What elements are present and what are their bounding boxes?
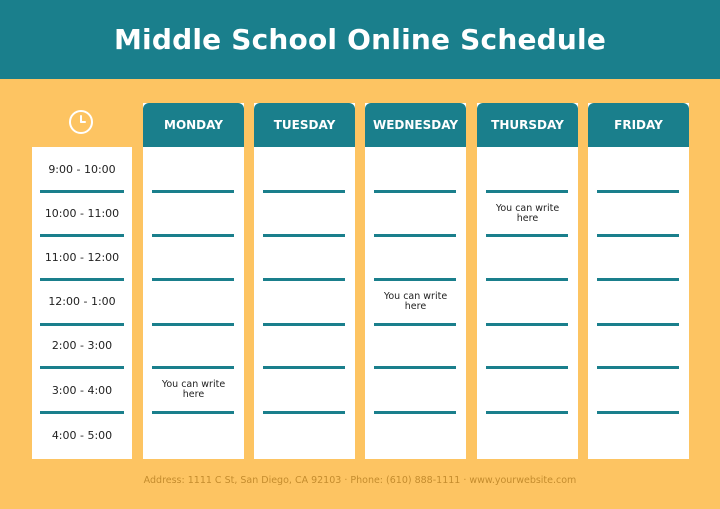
- divider-line: [374, 190, 456, 193]
- divider-line: [597, 323, 679, 326]
- time-slot: [32, 413, 132, 457]
- time-slot: [32, 235, 132, 279]
- divider-line: [486, 278, 568, 281]
- divider-line: [263, 323, 345, 326]
- divider-line: [263, 234, 345, 237]
- day-column-wednesday: [365, 103, 466, 459]
- page-title: Middle School Online Schedule: [113, 23, 607, 56]
- divider-line: [263, 278, 345, 281]
- divider-line: [152, 278, 234, 281]
- divider-line: [486, 234, 568, 237]
- time-slot: [32, 368, 132, 412]
- note-text: You can write here: [495, 203, 560, 224]
- schedule-cell[interactable]: [365, 280, 466, 324]
- day-column-monday: [143, 103, 244, 459]
- day-header-wednesday: WEDNESDAY: [365, 103, 466, 147]
- divider-line: [374, 411, 456, 414]
- divider-line: [263, 411, 345, 414]
- time-label: 11:00 - 12:00: [44, 250, 120, 264]
- time-label: 4:00 - 5:00: [51, 428, 113, 442]
- time-slot: [32, 323, 132, 367]
- time-label: 12:00 - 1:00: [48, 294, 116, 308]
- time-slot: [32, 147, 132, 191]
- day-header-tuesday: TUESDAY: [254, 103, 355, 147]
- day-column-tuesday: [254, 103, 355, 459]
- divider-line: [597, 278, 679, 281]
- day-column-friday: [588, 103, 689, 459]
- divider-line: [486, 411, 568, 414]
- day-header-friday: FRIDAY: [588, 103, 689, 147]
- time-label: 3:00 - 4:00: [51, 383, 113, 397]
- divider-line: [597, 411, 679, 414]
- footer-contact: Address: 1111 C St, San Diego, CA 92103 · Phone: (610) 888-1111 · www.yourwebsite.com: [143, 475, 577, 486]
- schedule-cell[interactable]: [143, 368, 244, 412]
- time-label: 9:00 - 10:00: [48, 162, 116, 176]
- divider-line: [263, 366, 345, 369]
- divider-line: [152, 190, 234, 193]
- day-column-thursday: [477, 103, 578, 459]
- divider-line: [597, 234, 679, 237]
- divider-line: [597, 366, 679, 369]
- day-header-thursday: THURSDAY: [477, 103, 578, 147]
- header-banner: [0, 0, 720, 79]
- divider-line: [374, 234, 456, 237]
- divider-line: [374, 323, 456, 326]
- time-label: 10:00 - 11:00: [44, 206, 120, 220]
- time-slot: [32, 279, 132, 323]
- note-text: You can write here: [383, 291, 448, 312]
- clock-icon: [68, 109, 94, 135]
- divider-line: [152, 323, 234, 326]
- time-label: 2:00 - 3:00: [51, 338, 113, 352]
- day-header-monday: MONDAY: [143, 103, 244, 147]
- divider-line: [152, 234, 234, 237]
- schedule-cell[interactable]: [477, 192, 578, 236]
- note-text: You can write here: [161, 379, 226, 400]
- divider-line: [486, 366, 568, 369]
- divider-line: [597, 190, 679, 193]
- divider-line: [263, 190, 345, 193]
- time-column: [32, 147, 132, 459]
- divider-line: [486, 323, 568, 326]
- divider-line: [152, 411, 234, 414]
- divider-line: [374, 366, 456, 369]
- time-slot: [32, 191, 132, 235]
